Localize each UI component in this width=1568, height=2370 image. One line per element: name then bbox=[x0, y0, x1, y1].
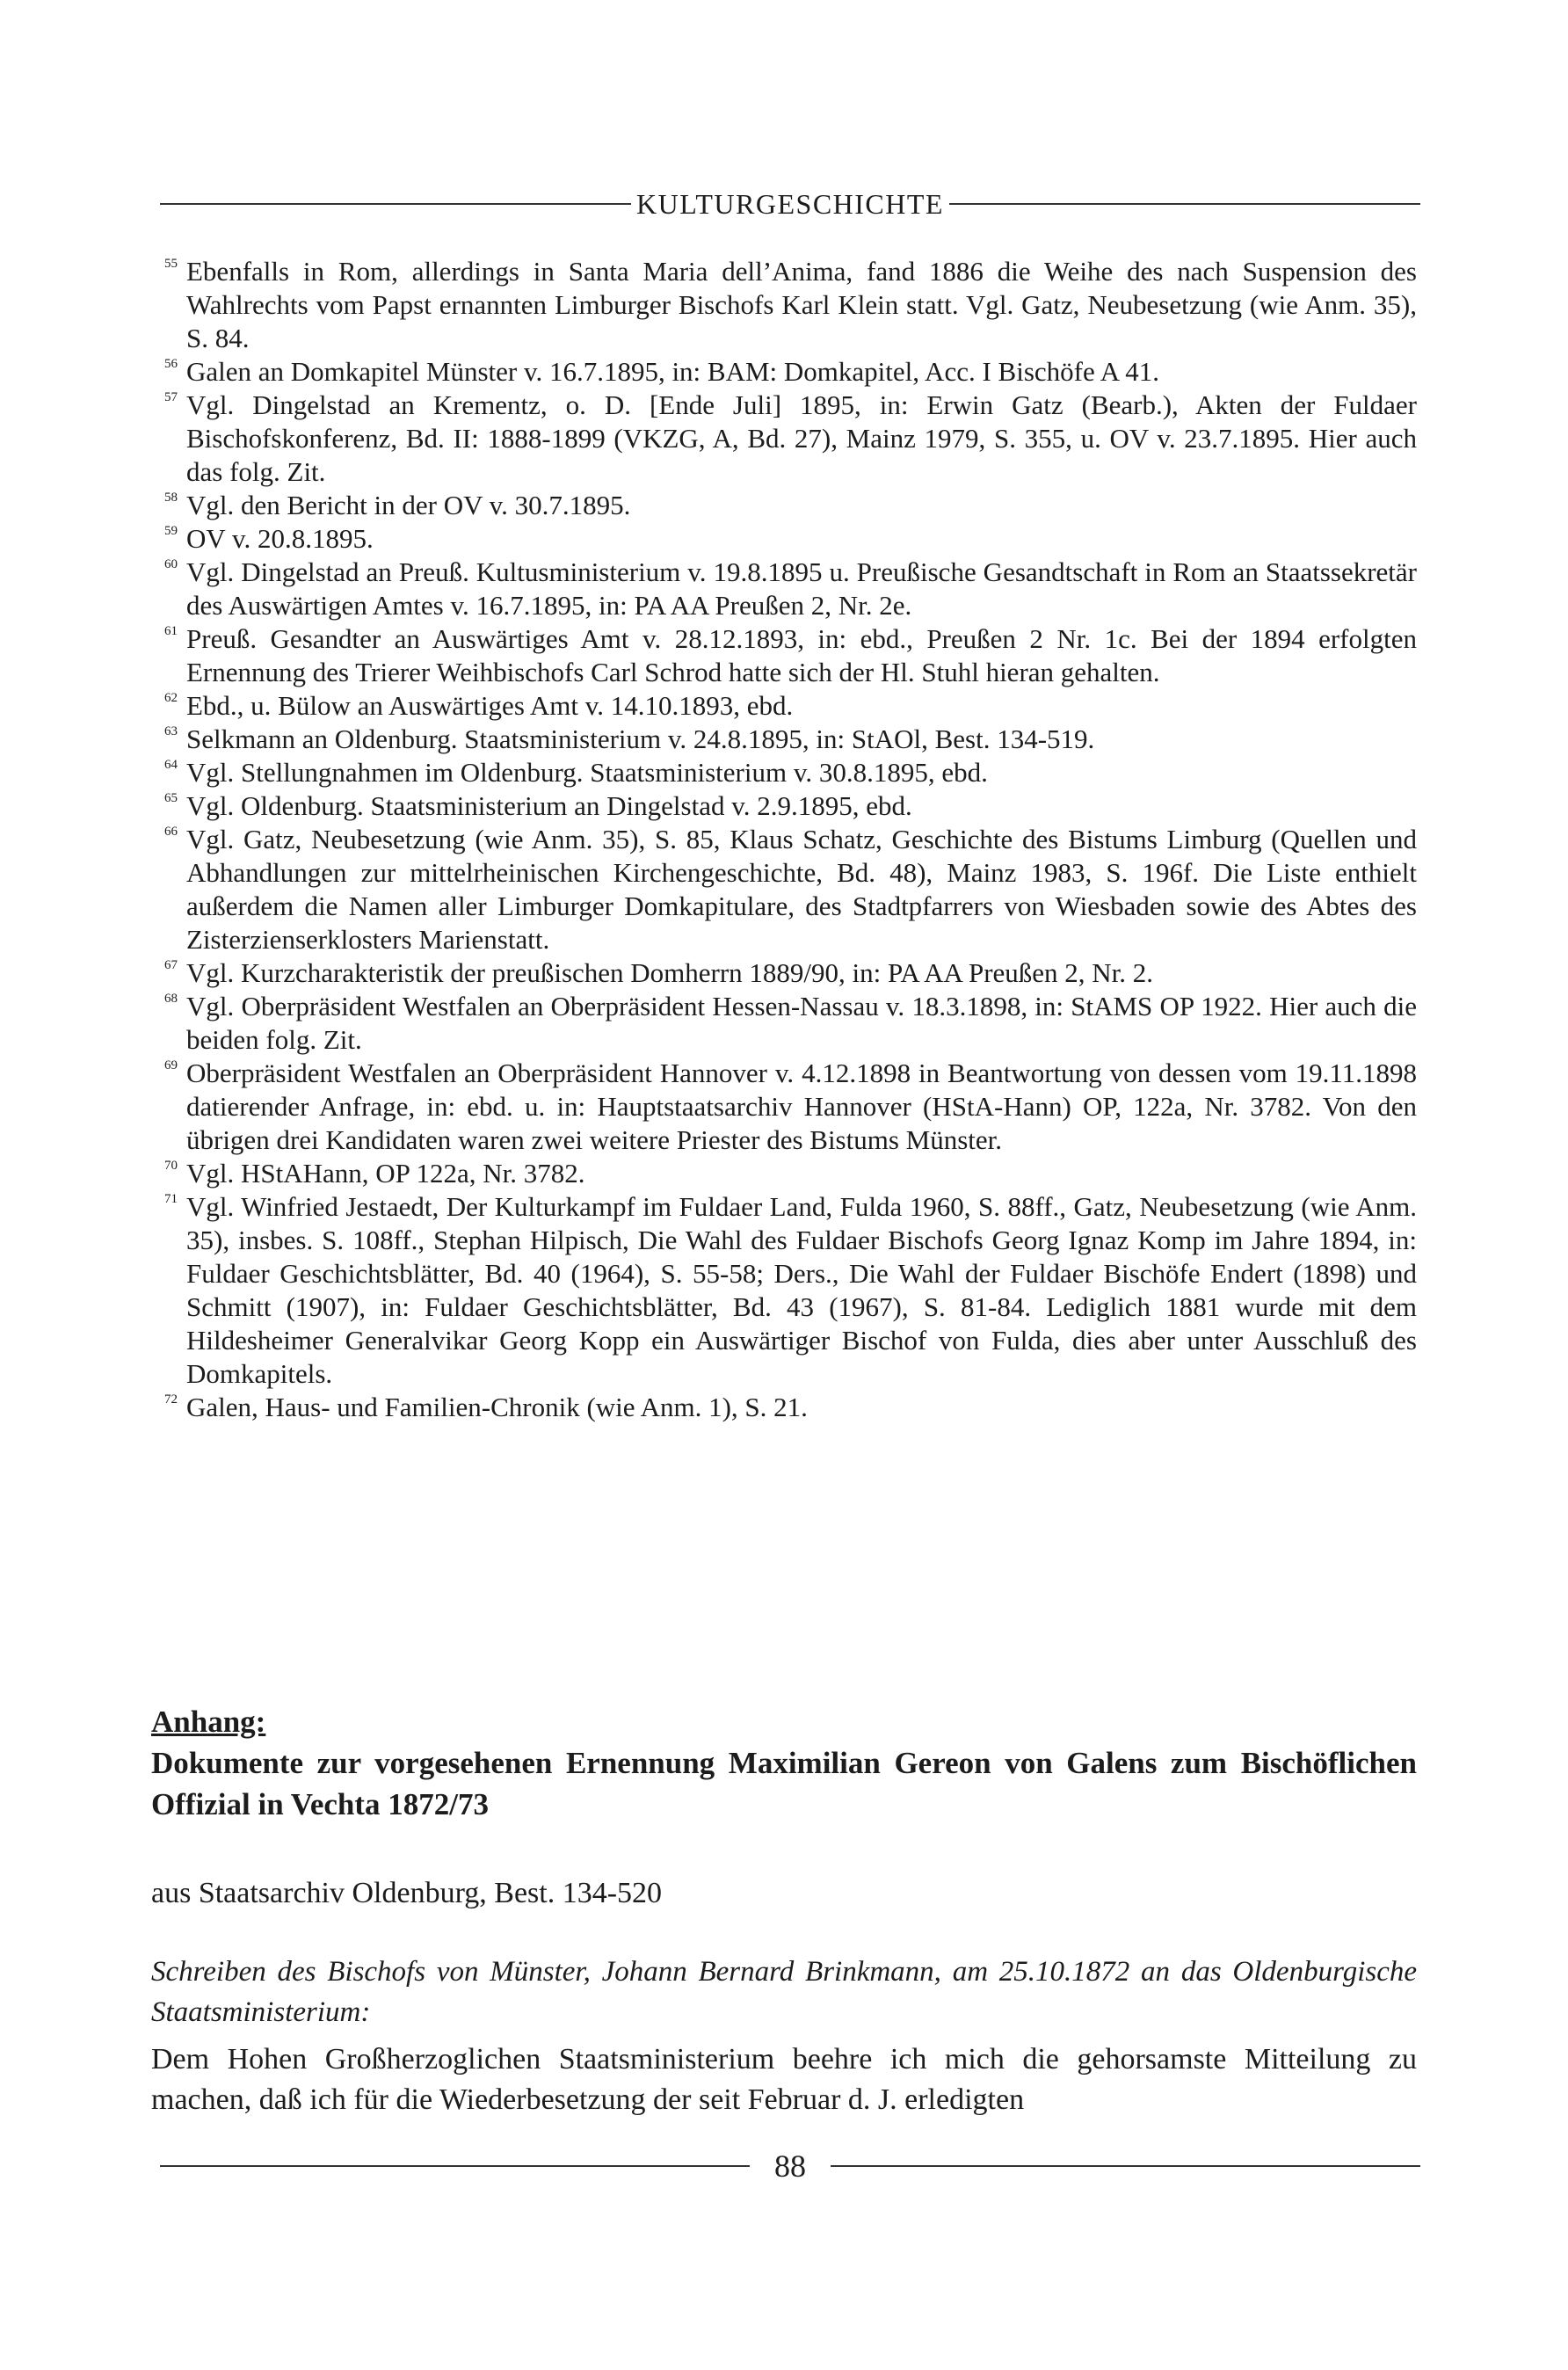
footnote bbox=[164, 389, 1417, 489]
footnote-number: 72 bbox=[164, 1392, 178, 1407]
footnote-text: Vgl. den Bericht in der OV v. 30.7.1895. bbox=[186, 490, 631, 520]
footnote-number: 67 bbox=[164, 958, 178, 972]
footnote-number: 64 bbox=[164, 758, 178, 772]
footnote bbox=[164, 990, 1417, 1057]
footnote-number: 68 bbox=[164, 992, 178, 1006]
footnote-text: Vgl. Winfried Jestaedt, Der Kulturkampf im Fuldaer Land, Fulda 1960, S. 88ff., Gatz, Neubesetzung (wie Anm. 35), insbes. S. 108ff., Stephan Hilpisch, Die Wahl des Fuldaer Bischofs Georg Ignaz Komp im Jahre 1894, in: Fuldaer Geschichtsblätter, Bd. 40 (1964), S. 55-58; Ders., Die Wahl der Fuldaer Bischöfe Endert (1898) und Schmitt (1907), in: Fuldaer Geschichtsblätter, Bd. 43 (1967), S. 81-84. Lediglich 1881 wurde mit dem Hildesheimer Generalvikar Georg Kopp ein Auswärtiger Bischof von Fulda, dies aber unter Ausschluß des Domkapitels. bbox=[186, 1191, 1417, 1389]
footnote bbox=[164, 1057, 1417, 1157]
footnote-number: 59 bbox=[164, 524, 178, 538]
footnote-number: 70 bbox=[164, 1159, 178, 1173]
footnote-number: 61 bbox=[164, 624, 178, 638]
footnote-text: OV v. 20.8.1895. bbox=[186, 523, 374, 554]
footnote-number: 56 bbox=[164, 357, 178, 371]
footnote bbox=[164, 689, 1417, 723]
footnote-number: 57 bbox=[164, 390, 178, 404]
footnote bbox=[164, 1190, 1417, 1391]
footnote bbox=[164, 622, 1417, 689]
footnotes-section bbox=[164, 255, 1417, 1424]
footer-rule-right bbox=[831, 2165, 1420, 2167]
footnote-number: 55 bbox=[164, 257, 178, 271]
footer-rule-left bbox=[160, 2165, 750, 2167]
running-title: KULTURGESCHICHTE bbox=[636, 188, 944, 220]
footnote bbox=[164, 1157, 1417, 1190]
footnote-text: Ebd., u. Bülow an Auswärtiges Amt v. 14.10.1893, ebd. bbox=[186, 690, 794, 721]
footnote-number: 60 bbox=[164, 557, 178, 571]
letter-body: Dem Hohen Großherzoglichen Staatsministerium beehre ich mich die gehorsamste Mitteilung zu machen, daß ich für die Wiederbesetzung der seit Februar d. J. erledigten bbox=[151, 2043, 1417, 2116]
appendix-label: Anhang: bbox=[151, 1705, 266, 1739]
footnote-text: Ebenfalls in Rom, allerdings in Santa Maria dell’Anima, fand 1886 die Weihe des nach Suspension des Wahlrechts vom Papst ernannten Limburger Bischofs Karl Klein statt. Vgl. Gatz, Neubesetzung (wie Anm. 35), S. 84. bbox=[186, 256, 1417, 353]
footnote-text: Oberpräsident Westfalen an Oberpräsident Hannover v. 4.12.1898 in Beantwortung von dessen vom 19.11.1898 datierender Anfrage, in: ebd. u. in: Hauptstaatsarchiv Hannover (HStA-Hann) OP, 122a, Nr. 3782. Von den übrigen drei Kandidaten waren zwei weitere Priester des Bistums Münster. bbox=[186, 1058, 1417, 1155]
footnote-text: Vgl. Stellungnahmen im Oldenburg. Staatsministerium v. 30.8.1895, ebd. bbox=[186, 757, 988, 788]
running-header bbox=[160, 185, 1420, 223]
header-rule-left bbox=[160, 203, 631, 205]
footnote-text: Vgl. Gatz, Neubesetzung (wie Anm. 35), S. 85, Klaus Schatz, Geschichte des Bistums Limburg (Quellen und Abhandlungen zur mittelrheinischen Kirchengeschichte, Bd. 48), Mainz 1983, S. 196f. Die Liste enthielt außerdem die Namen aller Limburger Domkapitulare, des Stadtpfarrers von Wiesbaden sowie des Abtes des Zisterzienserklosters Marienstatt. bbox=[186, 824, 1417, 955]
footnote bbox=[164, 355, 1417, 389]
letter-intro: Schreiben des Bischofs von Münster, Johann Bernard Brinkmann, am 25.10.1872 an das Oldenburgische Staatsministerium: bbox=[151, 1956, 1417, 2028]
footnote bbox=[164, 489, 1417, 522]
page-number: 88 bbox=[774, 2148, 806, 2184]
footnote-text: Vgl. HStAHann, OP 122a, Nr. 3782. bbox=[186, 1158, 585, 1189]
footnote-number: 63 bbox=[164, 724, 178, 738]
footnote bbox=[164, 255, 1417, 355]
footnote bbox=[164, 723, 1417, 756]
footnote-number: 66 bbox=[164, 825, 178, 839]
footnote bbox=[164, 956, 1417, 990]
footnote-text: Preuß. Gesandter an Auswärtiges Amt v. 28.12.1893, in: ebd., Preußen 2 Nr. 1c. Bei der 1894 erfolgten Ernennung des Trierer Weihbischofs Carl Schrod hatte sich der Hl. Stuhl hieran gehalten. bbox=[186, 623, 1417, 687]
footnote bbox=[164, 1391, 1417, 1424]
page-footer bbox=[160, 2147, 1420, 2185]
footnote-number: 71 bbox=[164, 1192, 178, 1206]
footnote-number: 62 bbox=[164, 691, 178, 705]
footnote-text: Vgl. Kurzcharakteristik der preußischen Domherrn 1889/90, in: PA AA Preußen 2, Nr. 2. bbox=[186, 957, 1154, 988]
footnote bbox=[164, 789, 1417, 823]
footnote-text: Vgl. Dingelstad an Krementz, o. D. [Ende Juli] 1895, in: Erwin Gatz (Bearb.), Akten der Fuldaer Bischofskonferenz, Bd. II: 1888-1899 (VKZG, A, Bd. 27), Mainz 1979, S. 355, u. OV v. 23.7.1895. Hier auch das folg. Zit. bbox=[186, 389, 1417, 487]
footnote-number: 69 bbox=[164, 1058, 178, 1072]
footnote bbox=[164, 556, 1417, 622]
footnote-text: Vgl. Dingelstad an Preuß. Kultusministerium v. 19.8.1895 u. Preußische Gesandtschaft in Rom an Staatssekretär des Auswärtigen Amtes v. 16.7.1895, in: PA AA Preußen 2, Nr. 2e. bbox=[186, 556, 1417, 621]
appendix-section bbox=[151, 1702, 1417, 1825]
footnote-number: 58 bbox=[164, 491, 178, 505]
footnote-text: Selkmann an Oldenburg. Staatsministerium v. 24.8.1895, in: StAOl, Best. 134-519. bbox=[186, 723, 1095, 754]
footnote bbox=[164, 823, 1417, 956]
footnote-text: Vgl. Oldenburg. Staatsministerium an Dingelstad v. 2.9.1895, ebd. bbox=[186, 790, 912, 821]
archive-source: aus Staatsarchiv Oldenburg, Best. 134-520 bbox=[151, 1877, 663, 1909]
footnote-text: Galen an Domkapitel Münster v. 16.7.1895, in: BAM: Domkapitel, Acc. I Bischöfe A 41. bbox=[186, 356, 1159, 387]
footnote-text: Galen, Haus- und Familien-Chronik (wie Anm. 1), S. 21. bbox=[186, 1392, 808, 1422]
footnote bbox=[164, 756, 1417, 789]
footnote-text: Vgl. Oberpräsident Westfalen an Oberpräsident Hessen-Nassau v. 18.3.1898, in: StAMS OP 1922. Hier auch die beiden folg. Zit. bbox=[186, 991, 1417, 1055]
footnote bbox=[164, 522, 1417, 556]
footnote-number: 65 bbox=[164, 791, 178, 805]
appendix-heading: Dokumente zur vorgesehenen Ernennung Maximilian Gereon von Galens zum Bischöflichen Offizial in Vechta 1872/73 bbox=[151, 1746, 1417, 1821]
header-rule-right bbox=[949, 203, 1420, 205]
